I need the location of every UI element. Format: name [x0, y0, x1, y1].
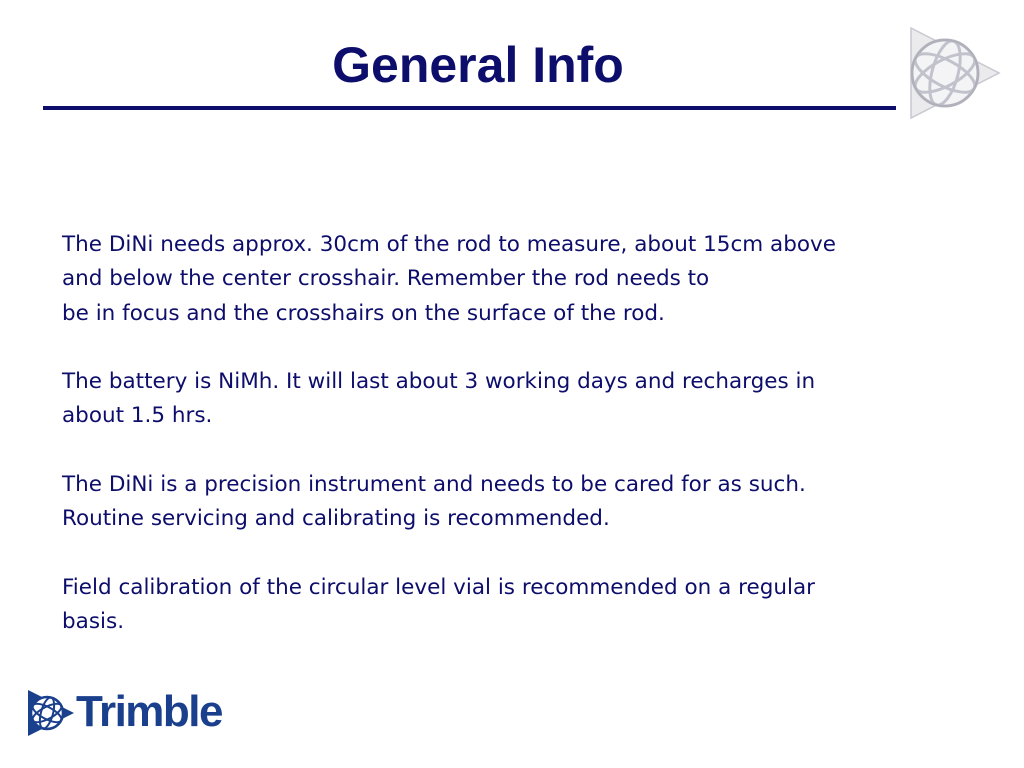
paragraph-line: The DiNi is a precision instrument and needs to be cared for as such. [62, 472, 806, 498]
trimble-globe-icon [26, 688, 76, 738]
paragraph-line: basis. [62, 609, 125, 635]
trimble-wordmark: Trimble [76, 687, 222, 736]
paragraph-line: The DiNi needs approx. 30cm of the rod to measure, about 15cm above [62, 232, 836, 257]
paragraph-line: be in focus and the crosshairs on the surface of the rod. [62, 300, 665, 326]
slide-title: General Info [332, 37, 624, 93]
paragraph-battery [62, 365, 982, 434]
title-divider [43, 106, 896, 110]
paragraph-rod-requirements [62, 228, 982, 331]
trimble-globe-watermark-icon [903, 26, 1001, 120]
paragraph-calibration [62, 571, 982, 640]
slide-body [62, 228, 982, 674]
paragraph-line: Routine servicing and calibrating is recommended. [62, 506, 610, 532]
paragraph-care [62, 468, 982, 537]
trimble-logo [26, 686, 236, 738]
paragraph-line: about 1.5 hrs. [62, 403, 213, 429]
paragraph-line: Field calibration of the circular level vial is recommended on a regular [62, 574, 815, 600]
paragraph-line: The battery is NiMh. It will last about 3 working days and recharges in [62, 369, 816, 395]
paragraph-line: and below the center crosshair. Remember the rod needs to [62, 266, 710, 292]
